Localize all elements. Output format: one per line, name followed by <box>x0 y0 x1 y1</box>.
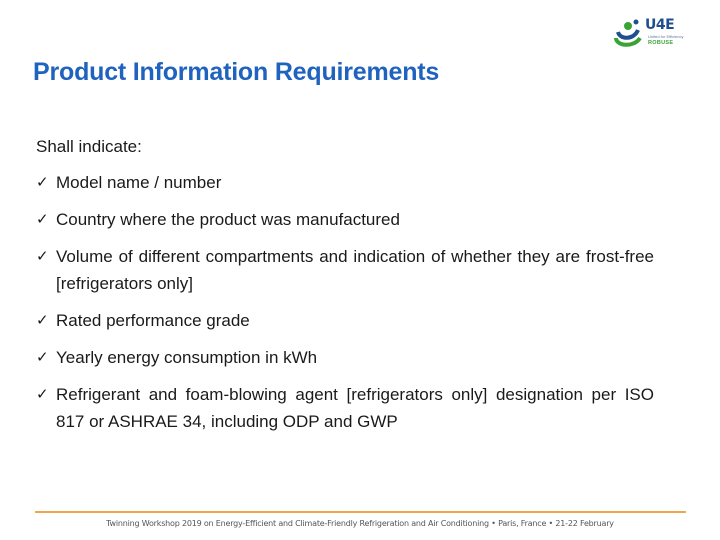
list-item <box>36 381 654 435</box>
logo-wordmark: U4E <box>645 17 675 33</box>
list-item-text: Refrigerant and foam-blowing agent [refrigerators only] designation per ISO 817 or ASHRAE 34, including ODP and GWP <box>56 385 654 431</box>
intro-text: Shall indicate: <box>36 137 142 156</box>
u4e-swirl-icon <box>612 16 644 50</box>
list-item <box>36 307 654 334</box>
list-item <box>36 206 654 233</box>
list-item-text: Rated performance grade <box>56 311 250 330</box>
checkmark-icon: ✓ <box>36 348 49 366</box>
footer-text: Twinning Workshop 2019 on Energy-Efficient and Climate-Friendly Refrigeration and Air Conditioning • Paris, France • 21-22 February <box>106 519 614 528</box>
slide-title: Product Information Requirements <box>33 58 440 86</box>
list-item-text: Model name / number <box>56 173 222 192</box>
list-item-text: Country where the product was manufactured <box>56 210 400 229</box>
list-item-text: Yearly energy consumption in kWh <box>56 348 318 367</box>
footer-divider <box>35 511 686 513</box>
checkmark-icon: ✓ <box>36 210 49 228</box>
list-item <box>36 169 654 196</box>
logo-subtext: ROBUSE <box>648 40 674 46</box>
list-item-text: Volume of different compartments and indication of whether they are frost-free [refrigerators only] <box>56 247 654 293</box>
logo-tagline: United for Efficiency <box>648 34 684 39</box>
list-item <box>36 243 654 297</box>
checkmark-icon: ✓ <box>36 385 49 403</box>
checkmark-icon: ✓ <box>36 173 49 191</box>
u4e-logo <box>612 16 690 50</box>
checkmark-icon: ✓ <box>36 247 49 265</box>
list-item <box>36 344 654 371</box>
checkmark-icon: ✓ <box>36 311 49 329</box>
